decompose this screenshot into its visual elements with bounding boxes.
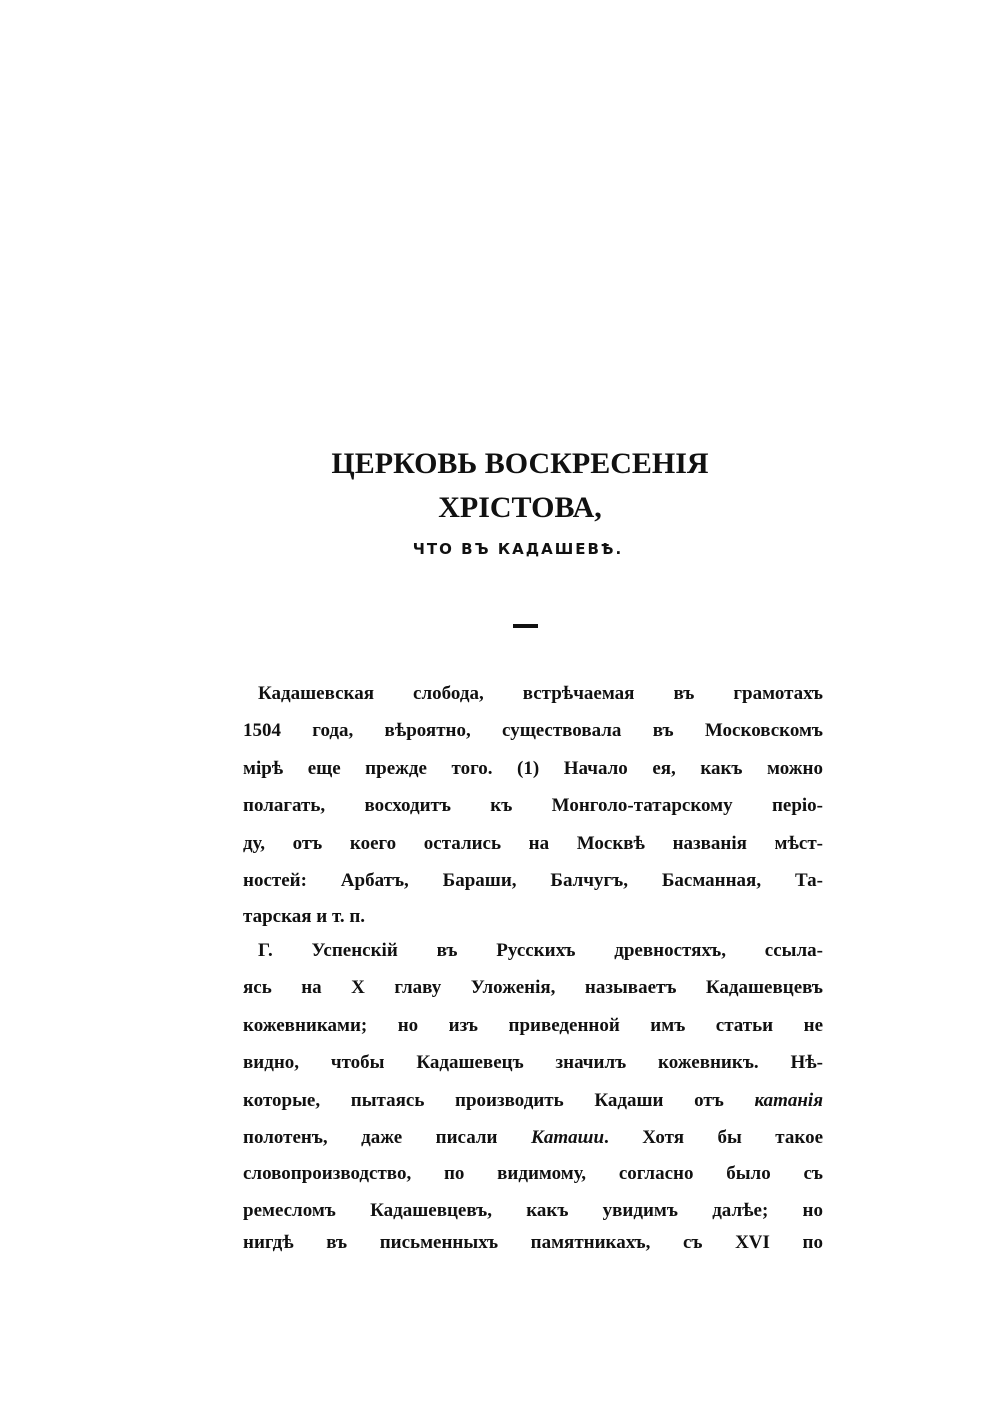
text-line: [243, 1161, 823, 1187]
text-segment: полотенъ, даже писали: [243, 1127, 531, 1148]
text-segment: 1504 года, вѣроятно, существовала въ Московскомъ: [243, 720, 823, 741]
text-line: [243, 718, 823, 744]
text-segment: видно, чтобы Кадашевецъ значилъ кожевникъ. Нѣ-: [243, 1052, 823, 1073]
text-segment: . Хотя бы такое: [604, 1127, 823, 1148]
text-line: [243, 1125, 823, 1151]
text-segment: кожевниками; но изъ приведенной имъ статьи не: [243, 1015, 823, 1036]
text-segment: Г. Успенскій въ Русскихъ древностяхъ, ссыла-: [258, 940, 823, 961]
text-segment: ясь на X главу Уложенія, называетъ Кадашевцевъ: [243, 977, 823, 998]
text-segment: тарская и т. п.: [243, 906, 366, 927]
text-segment: нигдѣ въ письменныхъ памятникахъ, съ XVI по: [243, 1232, 823, 1253]
text-line: [243, 1088, 823, 1114]
chapter-subtitle: ЧТО ВЪ КАДАШЕВѢ.: [412, 540, 624, 558]
text-line: [243, 1050, 823, 1076]
text-segment: полагать, восходитъ къ Монголо-татарскому періо-: [243, 795, 823, 816]
text-line: [243, 1230, 823, 1256]
text-segment: мірѣ еще прежде того. (1) Начало ея, какъ можно: [243, 758, 823, 779]
italic-text: катанія: [754, 1090, 823, 1111]
text-line: [243, 904, 823, 930]
chapter-title: [250, 442, 790, 530]
text-segment: ремесломъ Кадашевцевъ, какъ увидимъ далѣе; но: [243, 1200, 823, 1221]
text-segment: словопроизводство, по видимому, согласно было съ: [243, 1163, 823, 1184]
text-line: [258, 938, 823, 964]
separator-dash: [513, 624, 538, 628]
text-line: [243, 1013, 823, 1039]
italic-text: Каташи: [530, 1127, 605, 1148]
text-line: [243, 868, 823, 894]
text-line: [243, 975, 823, 1001]
text-line: [243, 793, 823, 819]
text-segment: ностей: Арбатъ, Бараши, Балчугъ, Басманная, Та-: [243, 870, 823, 891]
text-segment: Кадашевская слобода, встрѣчаемая въ грамотахъ: [258, 683, 823, 704]
text-line: [243, 756, 823, 782]
text-line: [258, 681, 823, 707]
text-line: [243, 831, 823, 857]
text-segment: ду, отъ коего остались на Москвѣ названія мѣст-: [243, 833, 823, 854]
chapter-title-text: ЦЕРКОВЬ ВОСКРЕСЕНІЯ ХРІСТОВА,: [331, 447, 709, 524]
text-line: [243, 1198, 823, 1224]
text-segment: которые, пытаясь производить Кадаши отъ: [243, 1090, 755, 1111]
